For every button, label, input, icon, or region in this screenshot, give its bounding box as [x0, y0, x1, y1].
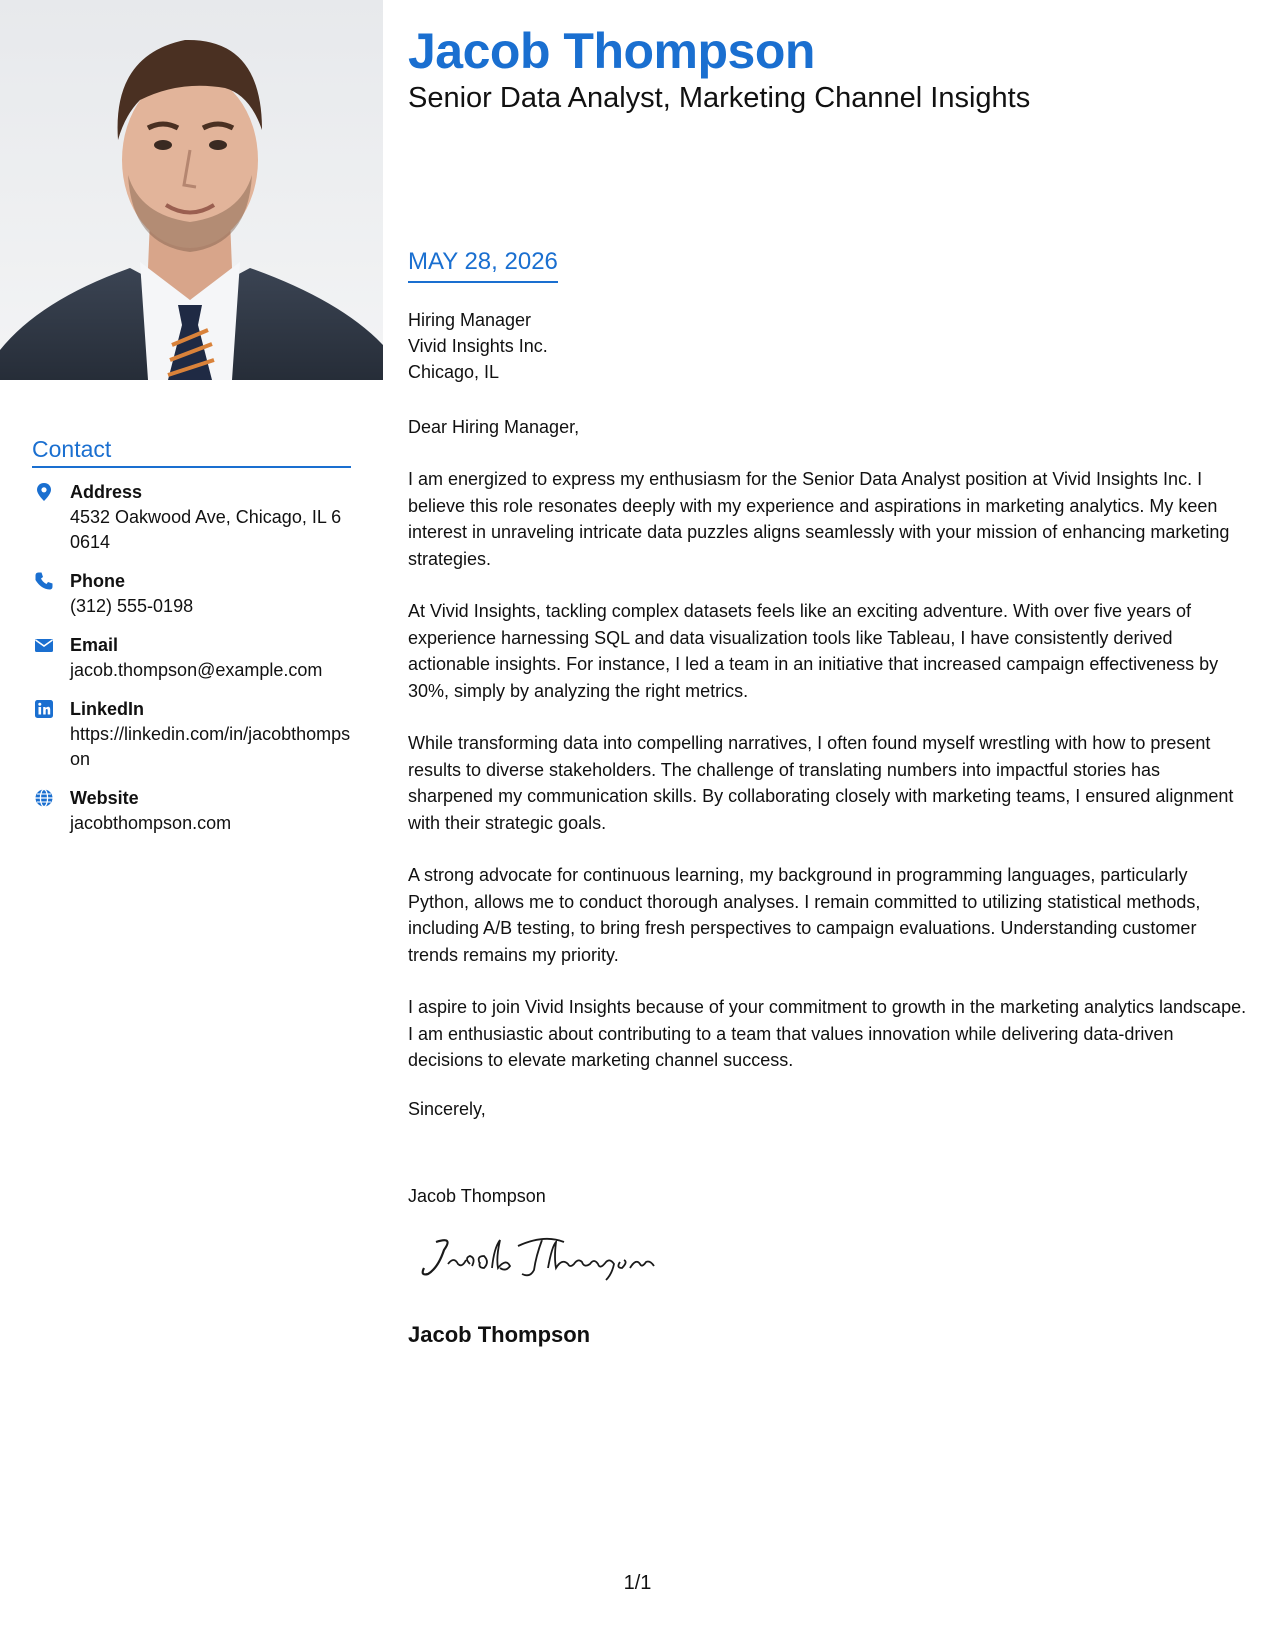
body-paragraph: I am energized to express my enthusiasm for the Senior Data Analyst position at Vivid Insights Inc. I believe this role resonates deeply with my experience and aspirations in marketing analytics. My keen interest in unraveling intricate data puzzles aligns seamlessly with your mission of enhancing marketing strategies. [408, 469, 1230, 569]
address-value: 4532 Oakwood Ave, Chicago, IL 60614 [70, 507, 342, 552]
applicant-name: Jacob Thompson [408, 23, 815, 79]
globe-icon [34, 788, 54, 808]
body-paragraph: A strong advocate for continuous learning, my background in programming languages, particularly Python, allows me to conduct thorough analyses. I remain committed to utilizing statistical methods, including A/B testing, to bring fresh perspectives to campaign evaluations. Understanding customer trends remains my priority. [408, 865, 1201, 965]
handwritten-signature [414, 1228, 674, 1288]
contact-phone [32, 569, 351, 619]
website-value[interactable]: jacobthompson.com [70, 813, 232, 833]
page-number: 1/1 [623, 1572, 652, 1594]
contact-linkedin [32, 697, 351, 772]
recipient-line: Hiring Manager [408, 310, 532, 330]
website-label: Website [70, 788, 139, 808]
letter-body [408, 466, 1248, 1100]
linkedin-icon [34, 699, 54, 719]
sidebar [0, 0, 383, 1650]
body-paragraph: While transforming data into compelling narratives, I often found myself wrestling with how to present results to diverse stakeholders. The challenge of translating numbers into impactful stories has sharpened my communication skills. By collaborating closely with marketing teams, I ensured alignment with their strategic goals. [408, 733, 1234, 833]
body-paragraph: At Vivid Insights, tackling complex datasets feels like an exciting adventure. With over five years of experience harnessing SQL and data visualization tools like Tableau, I have consistently derived actionable insights. For instance, I led a team in an initiative that increased campaign effectiveness by 30%, simply by analyzing the right metrics. [408, 601, 1219, 701]
salutation: Dear Hiring Manager, [408, 417, 580, 437]
signature-name: Jacob Thompson [408, 1322, 591, 1347]
email-label: Email [70, 635, 119, 655]
recipient-line: Chicago, IL [408, 362, 500, 382]
profile-photo [0, 0, 383, 380]
map-pin-icon [34, 482, 54, 502]
address-label: Address [70, 482, 143, 502]
contact-website [32, 786, 351, 836]
closing: Sincerely, [408, 1099, 486, 1119]
envelope-icon [34, 635, 54, 655]
contact-heading: Contact [32, 436, 351, 468]
contact-email [32, 633, 351, 683]
email-value[interactable]: jacob.thompson@example.com [70, 660, 323, 680]
contact-address [32, 480, 351, 555]
linkedin-label: LinkedIn [70, 699, 145, 719]
letter-date: MAY 28, 2026 [408, 248, 558, 283]
recipient-block [408, 307, 548, 385]
portrait-illustration [0, 0, 383, 380]
typed-name: Jacob Thompson [408, 1186, 546, 1206]
linkedin-value[interactable]: https://linkedin.com/in/jacobthompson [70, 724, 351, 769]
body-paragraph: I aspire to join Vivid Insights because of your commitment to growth in the marketing analytics landscape. I am enthusiastic about contributing to a team that values innovation while delivering data-driven decisions to elevate marketing channel success. [408, 997, 1247, 1070]
phone-icon [34, 571, 54, 591]
contact-section [32, 436, 351, 850]
phone-label: Phone [70, 571, 126, 591]
recipient-line: Vivid Insights Inc. [408, 336, 548, 356]
phone-value[interactable]: (312) 555-0198 [70, 596, 194, 616]
job-title: Senior Data Analyst, Marketing Channel Insights [408, 82, 1031, 114]
